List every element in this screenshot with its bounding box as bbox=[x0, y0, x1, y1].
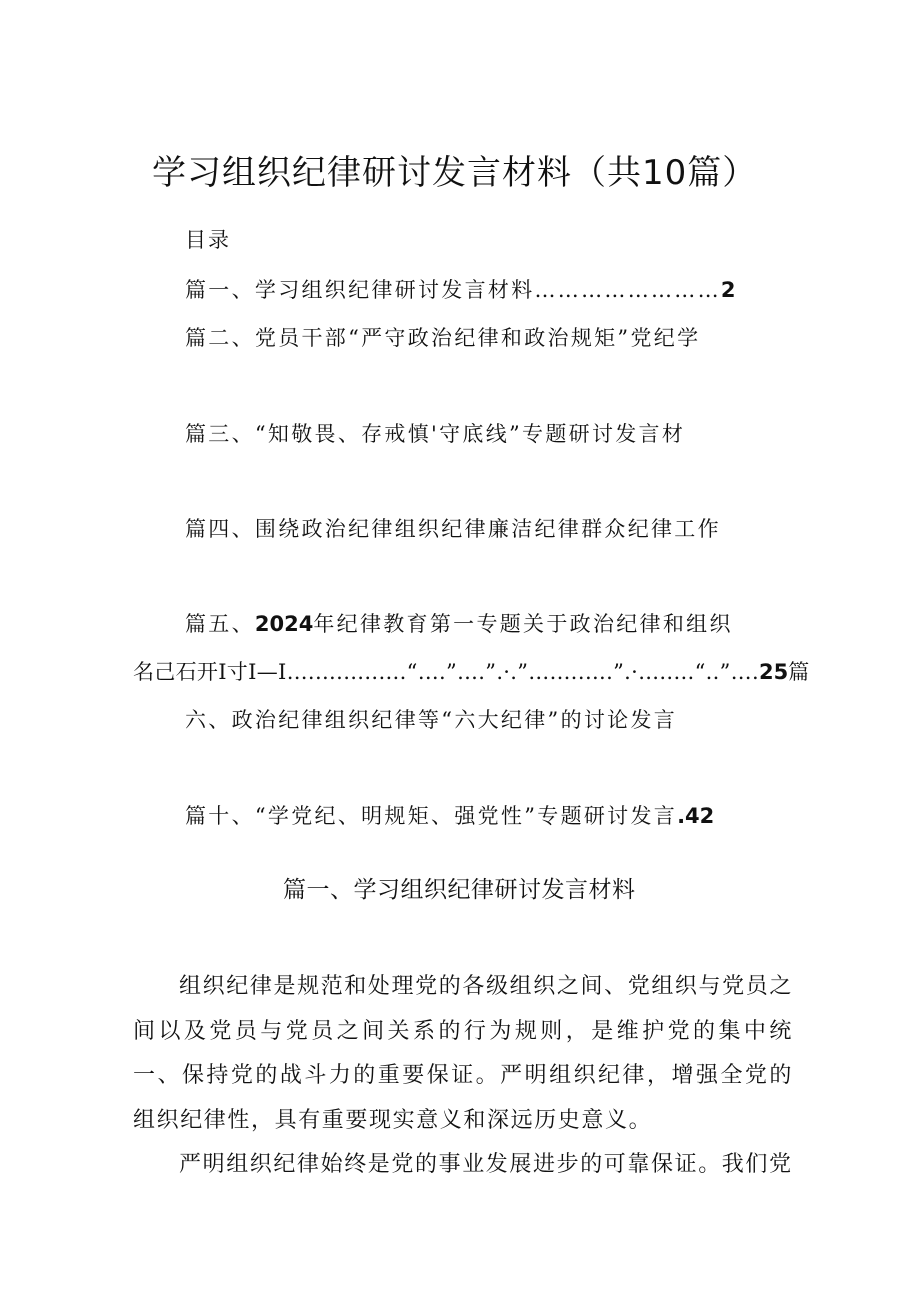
toc-entry-10[interactable] bbox=[185, 800, 714, 830]
toc-page-number: 2 bbox=[720, 278, 736, 302]
toc-entry-text: 篇一、学习组织纪律研讨发言材料…………………… bbox=[185, 278, 721, 302]
toc-entry-suffix: 篇 bbox=[788, 660, 810, 684]
toc-entry-4[interactable] bbox=[185, 513, 721, 543]
toc-entry-text: 六、政治纪律组织纪律等“六大纪律”的讨论发言 bbox=[185, 708, 678, 732]
toc-label: 目录 bbox=[185, 228, 231, 252]
toc-entry-text: 篇二、党员干部“严守政治纪律和政治规矩”党纪学 bbox=[185, 326, 701, 350]
toc-entry-5[interactable] bbox=[185, 608, 733, 638]
toc-entry-garbled[interactable] bbox=[133, 656, 810, 686]
section-heading: 篇一、学习组织纪律研讨发言材料 bbox=[283, 877, 636, 903]
toc-entry-2[interactable] bbox=[185, 322, 700, 352]
toc-entry-text: 名己石开I寸I—I….….…..….“….”….”.·.”….….….”.·…..…“..”…. bbox=[133, 660, 759, 684]
paragraph: 组织纪律是规范和处理党的各级组织之间、党组织与党员之间以及党员与党员之间关系的行为规则，是维护党的集中统一、保持党的战斗力的重要保证。严明组织纪律，增强全党的组织纪律性，具有重要现实意义和深远历史意义。 bbox=[133, 974, 793, 1133]
toc-entry-6[interactable] bbox=[185, 704, 677, 734]
document-title: 学习组织纪律研讨发言材料（共10篇） bbox=[152, 153, 758, 193]
toc-entry-text: 篇十、“学党纪、明规矩、强党性”专题研讨发言 bbox=[185, 804, 678, 828]
toc-page-number: .42 bbox=[677, 804, 715, 828]
toc-year: 2024 bbox=[254, 612, 314, 636]
toc-entry-text: 篇五、 bbox=[185, 612, 255, 636]
toc-entry-1[interactable] bbox=[185, 274, 736, 304]
toc-entry-text: 篇四、围绕政治纪律组织纪律廉洁纪律群众纪律工作 bbox=[185, 517, 721, 541]
toc-page-number: 25 bbox=[758, 660, 789, 684]
toc-entry-3[interactable] bbox=[185, 418, 685, 448]
toc-entry-text: 篇三、“知敬畏、存戒慎'守底线”专题研讨发言材 bbox=[185, 422, 686, 446]
paragraph: 严明组织纪律始终是党的事业发展进步的可靠保证。我们党 bbox=[179, 1152, 793, 1177]
body-text bbox=[133, 965, 793, 1188]
toc-entry-text: 年纪律教育第一专题关于政治纪律和组织 bbox=[313, 612, 733, 636]
